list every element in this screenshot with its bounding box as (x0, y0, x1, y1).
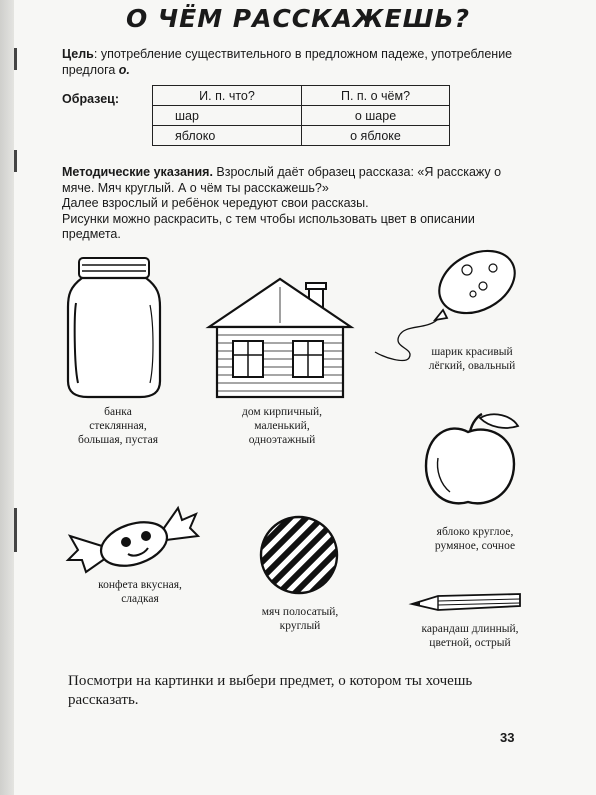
caption-house (222, 405, 342, 447)
caption-line: сладкая (121, 593, 159, 605)
aim-paragraph (62, 46, 532, 78)
caption-balloon (412, 345, 532, 373)
notes-line: Взрослый даёт образец рассказа: «Я расскажу о мяче. Мяч круглый. А о чём ты расскажешь?» (62, 165, 502, 195)
binding-mark (14, 508, 17, 530)
table-header-row (153, 86, 450, 106)
caption-line: мяч полосатый, (261, 606, 339, 618)
caption-ball (240, 605, 360, 633)
table-row (153, 106, 450, 126)
page-title: О ЧЁМ РАССКАЖЕШЬ? (125, 4, 471, 33)
notes-line: Рисунки можно раскрасить, с тем чтобы использовать цвет в описании предмета. (62, 211, 475, 241)
apple-icon (420, 410, 525, 515)
notes-line: Далее взрослый и ребёнок чередуют свои рассказы. (62, 196, 369, 210)
caption-line: шарик красивый (431, 346, 513, 358)
binding-mark (14, 530, 17, 552)
caption-line: дом кирпичный, (241, 406, 323, 418)
instruction-text: Посмотри на картинки и выбери предмет, о котором ты хочешь рассказать. (68, 673, 473, 708)
binding-mark (14, 150, 17, 172)
caption-line: цветной, острый (429, 637, 511, 649)
jar-icon (62, 255, 166, 400)
striped-ball-icon (258, 514, 340, 596)
caption-line: стеклянная, (89, 420, 147, 432)
caption-line: карандаш длинный, (421, 623, 519, 635)
pencil-icon (408, 590, 524, 614)
caption-pencil (400, 622, 540, 650)
aim-label: Цель (62, 47, 94, 61)
caption-line: маленький, (254, 420, 310, 432)
candy-icon (66, 500, 201, 575)
book-spine (0, 0, 14, 795)
caption-candy (80, 578, 200, 606)
binding-mark (14, 48, 17, 70)
aim-text: : употребление существительного в предложном падеже, употребление предлога (62, 47, 513, 77)
table-cell: о шаре (302, 106, 450, 126)
method-notes (62, 165, 527, 243)
table-cell: яблоко (153, 126, 302, 146)
caption-line: конфета вкусная, (98, 579, 182, 591)
sample-label: Образец: (62, 92, 120, 106)
caption-line: румяное, сочное (434, 540, 516, 552)
table-header-cell: П. п. о чём? (302, 86, 450, 106)
notes-label: Методические указания. (62, 165, 213, 179)
table-row (153, 126, 450, 146)
caption-line: большая, пустая (77, 434, 158, 446)
sample-table (152, 85, 450, 146)
table-cell: шар (153, 106, 302, 126)
caption-line: банка (104, 406, 132, 418)
caption-line: яблоко круглое, (436, 526, 514, 538)
table-cell: о яблоке (302, 126, 450, 146)
caption-line: круглый (279, 620, 321, 632)
caption-line: лёгкий, овальный (428, 360, 516, 372)
table-header-cell: И. п. что? (153, 86, 302, 106)
page-number: 33 (500, 730, 515, 745)
house-icon (205, 275, 355, 400)
caption-apple (410, 525, 540, 553)
caption-line: одноэтажный (248, 434, 316, 446)
aim-preposition: о. (118, 63, 130, 77)
caption-jar (58, 405, 178, 447)
